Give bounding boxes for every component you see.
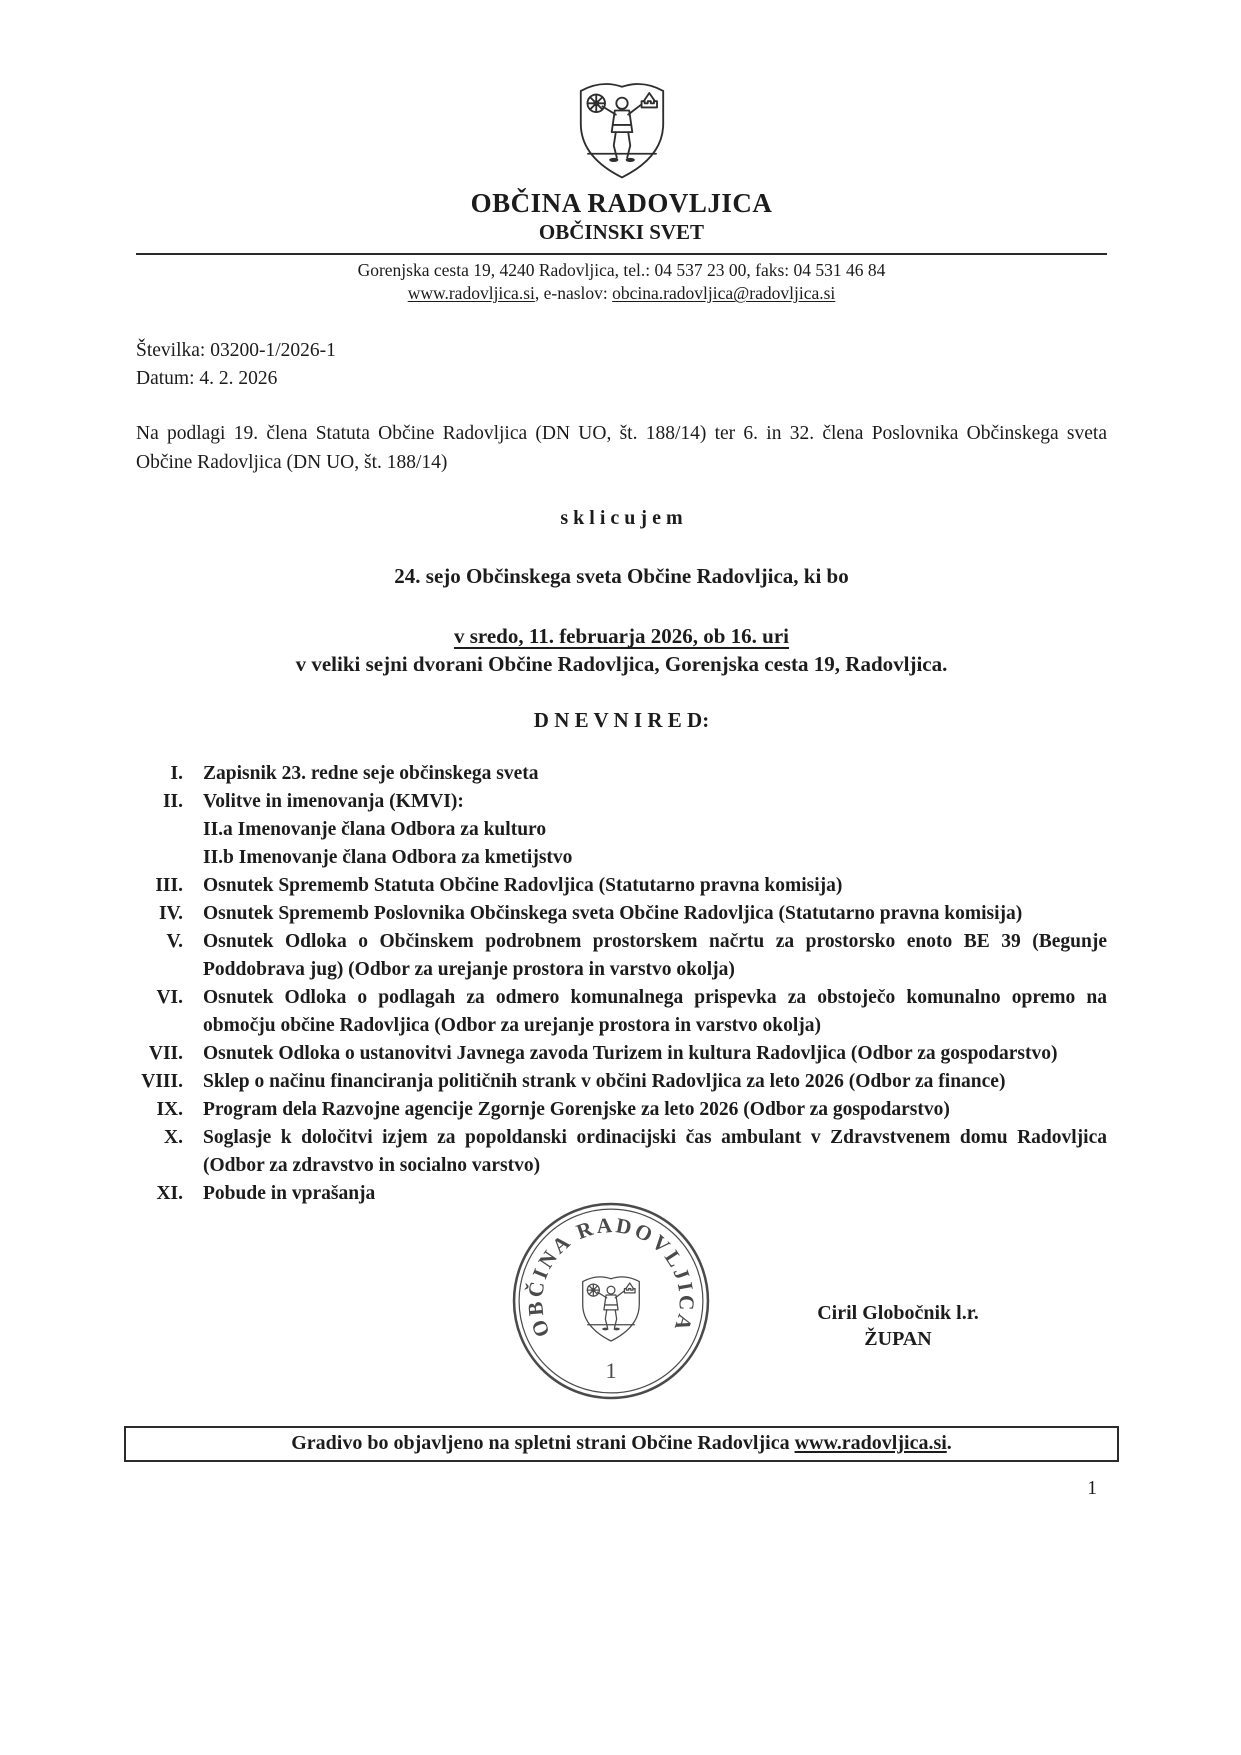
organization-name: OBČINA RADOVLJICA xyxy=(470,188,773,218)
seal-ring-text: OBČINA RADOVLJICA xyxy=(522,1212,699,1341)
agenda-item-text: Zapisnik 23. redne seje občinskega sveta xyxy=(203,763,539,784)
reference-number-label: Številka: xyxy=(136,340,206,361)
agenda-item-number: I. xyxy=(170,763,183,784)
convocation-verb: s k l i c u j e m xyxy=(560,507,683,529)
signatory-title: ŽUPAN xyxy=(864,1328,932,1350)
agenda-item xyxy=(128,1040,1107,1068)
legal-basis-paragraph: Na podlagi 19. člena Statuta Občine Radovljica (DN UO, št. 188/14) ter 6. in 32. člena Poslovnika Občinskega sveta Občine Radovljica (DN UO, št. 188/14) xyxy=(136,423,1107,473)
agenda-sub-item: II.a Imenovanje člana Odbora za kulturo xyxy=(203,819,547,840)
agenda-item xyxy=(128,1124,1107,1180)
agenda-item xyxy=(128,928,1107,984)
signatory-name: Ciril Globočnik l.r. xyxy=(817,1302,979,1324)
radovljica-coat-of-arms-icon xyxy=(570,78,674,184)
municipal-seal xyxy=(510,1200,712,1402)
agenda-item-text: Osnutek Odloka o podlagah za odmero komunalnega prispevka za obstoječo komunalno opremo na območju občine Radovljica (Odbor za urejanje prostora in varstvo okolja) xyxy=(203,987,1107,1036)
agenda-item-number: IV. xyxy=(158,903,183,924)
agenda-sub-item: II.b Imenovanje člana Odbora za kmetijstvo xyxy=(203,847,573,868)
session-location: v veliki sejni dvorani Občine Radovljica, Gorenjska cesta 19, Radovljica. xyxy=(295,652,948,676)
contact-line xyxy=(136,283,1107,304)
materials-notice-link[interactable]: www.radovljica.si xyxy=(794,1432,947,1454)
agenda-item xyxy=(128,900,1107,928)
reference-number-value: 03200-1/2026-1 xyxy=(210,340,336,361)
letterhead xyxy=(136,78,1107,304)
website-link[interactable]: www.radovljica.si xyxy=(407,283,535,303)
agenda-item-text: Program dela Razvojne agencije Zgornje Gorenjske za leto 2026 (Odbor za gospodarstvo) xyxy=(203,1099,950,1120)
organization-unit: OBČINSKI SVET xyxy=(538,220,705,244)
agenda-item-number: II. xyxy=(162,791,183,812)
header-divider xyxy=(136,253,1107,255)
date-label: Datum: xyxy=(136,368,195,389)
agenda-item-text: Sklep o načinu financiranja političnih strank v občini Radovljica za leto 2026 (Odbor za finance) xyxy=(203,1071,1006,1092)
signature-block xyxy=(748,1300,1048,1352)
materials-notice-box xyxy=(124,1426,1119,1462)
reference-number-line xyxy=(136,337,1107,365)
agenda-item-text: Soglasje k določitvi izjem za popoldanski ordinacijski čas ambulant v Zdravstvenem domu Radovljica (Odbor za zdravstvo in socialno varstvo) xyxy=(203,1127,1107,1176)
agenda-item-text: Osnutek Odloka o Občinskem podrobnem prostorskem načrtu za prostorsko enoto BE 39 (Begunje Poddobrava jug) (Odbor za urejanje prostora in varstvo okolja) xyxy=(203,931,1107,980)
session-datetime: v sredo, 11. februarja 2026, ob 16. uri xyxy=(453,624,790,648)
agenda-item-number: VI. xyxy=(156,987,183,1008)
agenda-item-number: X. xyxy=(164,1127,183,1148)
agenda-item xyxy=(128,760,1107,788)
agenda-item-number: VII. xyxy=(148,1043,183,1064)
agenda-item-text: Osnutek Odloka o ustanovitvi Javnega zavoda Turizem in kultura Radovljica (Odbor za gospodarstvo) xyxy=(203,1043,1058,1064)
session-title: 24. sejo Občinskega sveta Občine Radovljica, ki bo xyxy=(394,564,849,588)
email-separator: , e-naslov: xyxy=(534,283,613,303)
document-meta xyxy=(136,337,1107,393)
agenda-item-number: III. xyxy=(155,875,183,896)
agenda-item-number: XI. xyxy=(156,1183,183,1204)
email-link[interactable]: obcina.radovljica@radovljica.si xyxy=(612,283,836,303)
agenda-item-text: Osnutek Sprememb Poslovnika Občinskega sveta Občine Radovljica (Statutarno pravna komisija) xyxy=(203,903,1023,924)
agenda-item-text: Osnutek Sprememb Statuta Občine Radovljica (Statutarno pravna komisija) xyxy=(203,875,843,896)
seal-signature-row xyxy=(136,1200,1107,1414)
date-value: 4. 2. 2026 xyxy=(199,368,278,389)
agenda-item-number: V. xyxy=(166,931,183,952)
seal-number: 1 xyxy=(605,1357,617,1383)
agenda-item xyxy=(128,788,1107,872)
agenda-item-number: VIII. xyxy=(141,1071,183,1092)
agenda-item xyxy=(128,1068,1107,1096)
agenda-list xyxy=(128,760,1107,1208)
agenda-heading: D N E V N I R E D: xyxy=(533,708,710,732)
page-number: 1 xyxy=(1087,1478,1097,1499)
address-line: Gorenjska cesta 19, 4240 Radovljica, tel.: 04 537 23 00, faks: 04 531 46 84 xyxy=(357,260,886,280)
agenda-item-text: Pobude in vprašanja xyxy=(203,1183,376,1204)
agenda-item-text: Volitve in imenovanja (KMVI): II.a Imenovanje člana Odbora za kulturo II.b Imenovanje člana Odbora za kmetijstvo xyxy=(203,788,1107,872)
agenda-item xyxy=(128,872,1107,900)
date-line xyxy=(136,365,1107,393)
materials-notice-text: Gradivo bo objavljeno na spletni strani Občine Radovljica xyxy=(291,1432,795,1454)
materials-notice-suffix: . xyxy=(946,1432,952,1454)
agenda-item xyxy=(128,1096,1107,1124)
agenda-item-number: IX. xyxy=(156,1099,183,1120)
agenda-item xyxy=(128,984,1107,1040)
